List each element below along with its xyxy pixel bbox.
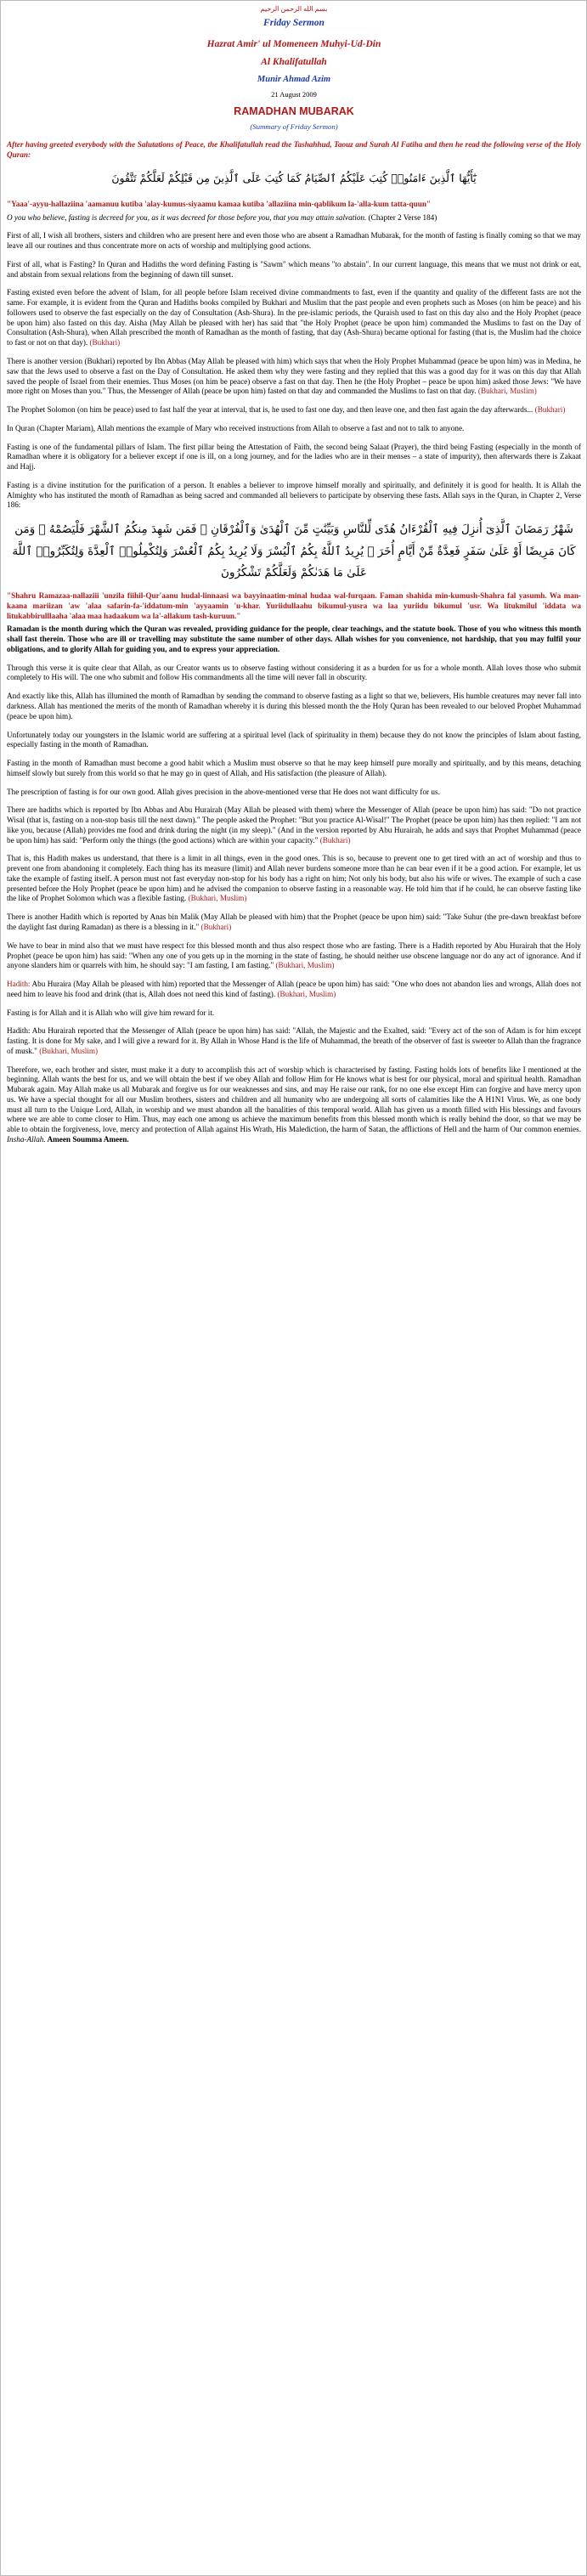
- speaker-title-line2: Al Khalifatullah: [261, 56, 327, 67]
- paragraph-text: There is another version (Bukhari) reported by Ibn Abbas (May Allah be pleased with him) which says that when the Holy Prophet Muhammad (peace be upon him) was in Medina, he saw that the Jews used to observe a fast on the Day of Consultation. He asked them why they were fasting and they replied that this was a good day for it was on this day that Allah saved the people of Israel from their enemies. Thus Moses (on him be peace) observe a fast on that day. Then he (the Holy Prophet – peace be upon him) asked those Jews: "We have more right on Moses than you." Thus, the Messenger of Allah (peace be upon him) fasted on that day and commanded the Muslims to fast on that day.: [7, 356, 581, 396]
- paragraph-text: The Prophet Solomon (on him be peace) used to fast half the year at interval, that is, he used to fast one day, and then leave one, and then fast again the day afterwards...: [7, 405, 533, 415]
- paragraph-text: There are hadiths which is reported by Ibn Abbas and Abu Hurairah (May Allah be pleased with them) where the Messenger of Allah (peace be upon him) has said: "Do not practice Wisal (that is, fasting on a non-stop basis till the next dawn)." The people asked the Prophet: "But you practice Al-Wisal!" The Prophet (peace be upon him) has then replied: "I am not like you, because (Allah) provides me food and drink during the night (in my sleep)." (And in the version reported by Abu Hurairah, he adds and says that Prophet Muhammad (peace be upon him) has said: "Perform only the things (the good actions) which are within your capacity.": [7, 805, 581, 845]
- closing-insha-allah: Insha-Allah.: [7, 1135, 46, 1144]
- closing-text: Therefore, we, each brother and sister, must make it a duty to accomplish this act of worship which is characterised by fasting. Fasting holds lots of benefits like I mentioned at the beginning. Allah wants the best for us, and we will obtain the best if we obey Allah and follow Him for He knows what is best for our physical, moral and spiritual health. Ramadhan Mubarak again. May Allah make us all Mubarak and forgive us for our weaknesses and sins, and may He raise our rank, for no one else except Him can forgive and have mercy upon us. We have a special thought for all our Muslim brothers, sisters and children and all humanity who are undergoing all sorts of calamities like the A H1N1 Virus. We, as one body must all turn to the Unique Lord, Allah, in worship and we must abandon all the banalities of this temporal world. Allah has given us a month filled with His blessings and favours where we are able to come closer to Him. Thus, may each one among us achieve the maximum benefits from this blessed month which is really behind the door, so that we may be able to obtain the forgiveness, love, mercy and protection of Allah against His Wrath, His Malediction, the harm of Satan, the afflictions of Hell and the harm of Our common enemies.: [7, 1065, 581, 1134]
- body-paragraph: [7, 260, 581, 280]
- source-reference: (Bukhari): [534, 405, 566, 415]
- body-paragraph: [7, 1026, 581, 1056]
- paragraph-text: We have to bear in mind also that we must have respect for this blessed month and thus also respect those who are fasting. There is a Hadith reported by Abu Hurairah that the Holy Prophet (peace be upon him) has said: "When any one of you gets up in the morning in the state of fasting, he should neither use obscene language nor do any act of ignorance. And if anyone slanders him or quarrels with him, he should say: "I am fasting, I am fasting.": [7, 941, 581, 970]
- body-paragraph: [7, 941, 581, 971]
- speaker-title-line1: Hazrat Amir' ul Momeneen Muhyi-Ud-Din: [206, 38, 381, 49]
- paragraph-text: And exactly like this, Allah has illumined the month of Ramadhan by sending the command to observe fasting as a light so that we, believers, His humble creatures may never fall into darkness. Allah has mentioned the merits of the month of Ramadhan whereby it is during this blessed month the the Holy Quran has been revealed to our beloved Prophet Muhammad (peace be upon him).: [7, 692, 581, 720]
- body-paragraph: [7, 854, 581, 904]
- verse-citation: (Chapter 2 Verse 184): [366, 212, 437, 222]
- source-reference: (Bukhari): [319, 835, 351, 845]
- paragraphs-section-a: [7, 231, 581, 511]
- paragraph-text: The prescription of fasting is for our own good. Allah gives precision in the above-mentioned verse that He does not want difficulty for us.: [7, 787, 440, 796]
- body-paragraph: [7, 231, 581, 251]
- body-paragraph: [7, 443, 581, 472]
- verse-transliteration-2: "Shahru Ramazaa-nallaziii 'unzila fiihil-Qur'aanu hudal-linnaasi wa bayyinaatim-minal hudaa wal-furqaan. Faman shahida min-kumush-Shahra fal yasumh. Wa man-kaana mariizan 'aw 'alaa safarin-fa-'iddatum-min 'ayyaamin 'u-khar. Yuriidullaahu bikumul-yusra wa laa yuriidu bikumul 'usr. Wa litukmilul 'iddata wa litukabbirulllaaha 'alaa maa hadaakum wa la'-allakum tash-kuruun.": [7, 591, 581, 620]
- paragraph-text: Fasting in the month of Ramadhan must become a good habit which a Muslim must observe so that he may keep himself pure morally and spiritually, and by this means, detaching himself slowly but surely from this world so that he may go in quest of Allah, and His satisfaction (the pleasure of Allah).: [7, 759, 581, 777]
- body-paragraph: [7, 731, 581, 751]
- body-paragraph: [7, 692, 581, 721]
- body-paragraph: [7, 1008, 581, 1019]
- paragraph-text: Hadith: Abu Hurairah reported that the Messenger of Allah (peace be upon him) has said: "Allah, the Majestic and the Exalted, said: "Every act of the son of Adam is for him except fasting. It is done for My sake, and I will give a reward for it. By Allah in Whose Hand is the life of Muhammad, the breath of the observer of fast is sweeter to Allah than the fragrance of musk.": [7, 1026, 581, 1055]
- body-paragraph: [7, 357, 581, 397]
- verse-translation-1: [7, 213, 581, 223]
- source-reference: (Bukhari, Muslim): [477, 387, 537, 396]
- paragraph-text: Through this verse it is quite clear that Allah, as our Creator wants us to observe fasting without considering it as a burden for us for a whole month. Allah loves those who submit completely to His will. The one who submit and follow His commandments all the time will never fall in obscurity.: [7, 663, 581, 682]
- source-reference: (Bukhari): [89, 338, 121, 347]
- quran-verse-arabic-1: يَٰٓأَيُّهَا ٱلَّذِينَ ءَامَنُوا۟ كُتِبَ عَلَيْكُمُ ٱلصِّيَامُ كَمَا كُتِبَ عَلَى ٱلَّذِينَ مِن قَبْلِكُمْ لَعَلَّكُمْ تَتَّقُونَ: [111, 171, 477, 184]
- closing-ameen: Ameen Soumma Ameen.: [45, 1135, 129, 1144]
- body-paragraph: [7, 405, 581, 415]
- paragraph-text: Unfortunately today our youngsters in the Islamic world are suffering at a spiritual level (lack of spirituality in them) because they do not know the principles of Islam about fasting, especially fasting in the month of Ramadhan.: [7, 730, 581, 749]
- source-reference: (Bukhari, Muslim): [275, 961, 335, 970]
- verse-translation-2: Ramadan is the month during which the Quran was revealed, providing guidance for the people, clear teachings, and the statute book. Those of you who witness this month shall fast therein. Those who are ill or travelling may substitute the same number of other days. Allah wishes for you convenience, not hardship, that you may fulfil your obligations, and to glorify Allah for guiding you, and to express your appreciation.: [7, 624, 581, 653]
- sermon-date: 21 August 2009: [271, 90, 317, 99]
- paragraph-text: There is another Hadith which is reported by Anas bin Malik (May Allah be pleased with him) that the Prophet (peace be upon him) said: "Take Suhur (the pre-dawn breakfast before the daylight fast during Ramadan) as there is a blessing in it.": [7, 912, 581, 931]
- verse-transliteration-1: "Yaaa'-ayyu-hallaziina 'aamanuu kutiba 'alay-kumus-siyaamu kamaa kutiba 'allaziina min-qablikum la-'alla-kum tatta-quun": [7, 199, 432, 208]
- page-title: Friday Sermon: [263, 18, 325, 29]
- body-paragraph: [7, 759, 581, 779]
- paragraph-text: That is, this Hadith makes us understand, that there is a limit in all things, even in the good ones. This is so, because to prevent one to get tired with an act of worship and thus to prevent one from abandoning it completely. Each thing has its measure (limit) and Allah never burdens someone more than he can bear even if it be a good action. For example, let us take the example of fasting itself. A person must not fast everyday non-stop for his body has a right on him; Not only his body, but also his wife or wives. The example of such a case presented before the Holy Prophet (peace be upon him) and he advised the companion to observe fasting in a reasonable way. He told him that if he could, he can observe fasting like the like of Prophet Solomon which was a flexible fasting.: [7, 854, 581, 903]
- paragraph-text: Fasting is one of the fundamental pillars of Islam. The first pillar being the Attestation of Faith, the second being Salaat (Prayer), the third being Fasting (especially in the month of Ramadhan where it is obligatory for a believer except if one is ill, on a long journey, and for the ladies who are in their menses – a state of impurity), then afterwards there is Zakaat and Hajj.: [7, 442, 581, 472]
- paragraph-text: Fasting is for Allah and it is Allah who will give him reward for it.: [7, 1008, 215, 1017]
- paragraph-text: In Quran (Chapter Mariam), Allah mentions the example of Mary who received instructions from Allah to observe a fast and not to talk to anyone.: [7, 423, 465, 432]
- body-paragraph: [7, 664, 581, 684]
- hadith-reference: (Bukhari, Muslim): [277, 989, 336, 998]
- source-reference: (Bukhari, Muslim): [39, 1046, 99, 1055]
- author-name: Munir Ahmad Azim: [257, 74, 331, 84]
- body-paragraph: [7, 481, 581, 511]
- sermon-subheading: (Summary of Friday Sermon): [250, 122, 338, 132]
- body-paragraph: [7, 424, 581, 434]
- body-paragraph: [7, 788, 581, 798]
- basmala: بسم الله الرحمن الرحيم: [260, 5, 328, 13]
- hadith-text: Abu Huraira (May Allah be pleased with him) reported that the Messenger of Allah (peace be upon him) has said: "One who does not abandon lies and wrongs, Allah does not need him to leave his food and drink (that is, Allah does not need this kind of fasting).: [7, 980, 581, 998]
- paragraph-text: Fasting existed even before the advent of Islam, for all people before Islam received divine commandments to fast, even if the quantity and quality of the different fasts are not the same. For example, it is evident from the Quran and Hadiths books compiled by Bukhari and Muslim that the past people and even prophets such as Moses (on him be peace) and his followers used to observe the fast especially on the day of Consultation (Ash-Shura). In the pre-islamic periods, the Quraish used to fast on this day also and the Holy Prophet (peace be upon him) also fasted on this day. Aisha (May Allah be pleased with her) has said that "the Holy Prophet (peace be upon him) commanded the Muslims to fast on the Day of Consultation (Ash-Shura), when Allah prescribed the month of Ramadhan as the month of fasting, that day (Ash-Shura) became optional for fasting (that is, the Muslim had the choice to fast or not on that day).: [7, 288, 581, 347]
- intro-paragraph: After having greeted everybody with the Salutations of Peace, the Khalifatullah read the Tashahhud, Taouz and Surah Al Fatiha and then he read the following verse of the Holy Quran:: [7, 140, 581, 160]
- body-paragraph: [7, 805, 581, 845]
- verse-translation-text: O you who believe, fasting is decreed for you, as it was decreed for those before you, that you may attain salvation.: [7, 212, 367, 222]
- paragraphs-section-b: [7, 664, 581, 971]
- paragraphs-section-c: [7, 1008, 581, 1057]
- paragraph-text: First of all, I wish all brothers, sisters and children who are present here and even those who are absent a Ramadhan Mubarak, for the month of fasting is finally coming so that we may leave all our routines and thus concentrate more on acts of worship and multiplying good actions.: [7, 231, 581, 251]
- hadith-paragraph: [7, 980, 581, 1000]
- paragraph-text: First of all, what is Fasting? In Quran and Hadiths the word defining Fasting is "Sawm" which means "to abstain". In our current language, this means that we must not drink or eat, and abstain from sexual relations from the beginning of dawn till sunset.: [7, 259, 581, 279]
- hadith-label: Hadith:: [7, 980, 31, 989]
- quran-verse-arabic-2: شَهْرُ رَمَضَانَ ٱلَّذِىٓ أُنزِلَ فِيهِ ٱلْقُرْءَانُ هُدًى لِّلنَّاسِ وَبَيِّنَٰتٍ مِّنَ ٱلْهُدَىٰ وَٱلْفُرْقَانِ ۚ فَمَن شَهِدَ مِنكُمُ ٱلشَّهْرَ فَلْيَصُمْهُ ۖ وَمَن كَانَ مَرِيضًا أَوْ عَلَىٰ سَفَرٍ فَعِدَّةٌ مِّنْ أَيَّامٍ أُخَرَ ۗ يُرِيدُ ٱللَّهُ بِكُمُ ٱلْيُسْرَ وَلَا يُرِيدُ بِكُمُ ٱلْعُسْرَ وَلِتُكْمِلُوا۟ ٱلْعِدَّةَ وَلِتُكَبِّرُوا۟ ٱللَّهَ عَلَىٰ مَا هَدَىٰكُمْ وَلَعَلَّكُمْ تَشْكُرُونَ: [12, 523, 576, 580]
- source-reference: (Bukhari): [200, 923, 232, 931]
- paragraph-text: Fasting is a divine institution for the purification of a person. It enables a believer to improve himself morally and spiritually, and definitely it is good for health. It is Allah the Almighty who has instituted the month of Ramadhan as being sacred and commanded all believers to participate by observing these fasts. Allah says in the Quran, in Chapter 2, Verse 186:: [7, 480, 581, 510]
- closing-paragraph: [7, 1065, 581, 1145]
- body-paragraph: [7, 912, 581, 933]
- source-reference: (Bukhari, Muslim): [188, 894, 247, 903]
- sermon-heading: RAMADHAN MUBARAK: [234, 105, 354, 118]
- body-paragraph: [7, 288, 581, 348]
